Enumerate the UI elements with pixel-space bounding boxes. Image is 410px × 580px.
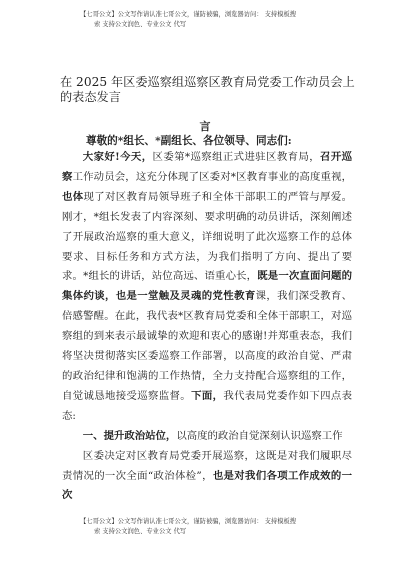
bold-text: 一、提升政治站位，: [82, 429, 177, 442]
body-text: 以高度的政治自觉深刻认识巡察工作: [176, 429, 343, 442]
promo-line: 【七哥公文】公文写作请认准七哥公文，谨防被骗，浏览器访问： 支持模板搜: [80, 518, 297, 525]
document-title: 在 2025 年区委巡察组巡察区教育局党委工作动员会上的表态发言: [60, 75, 355, 104]
body-text: 现了对区教育局领导班子和全体干部职工的严管与厚爱。刚才，*组长发表了内容深刻、要求明确的动员讲话，深刻阐述了开展政治巡察的重大意义，详细说明了此次巡察工作的总体要求、目标任务和方式方法，为我们指明了方向、提出了要求。*组长的讲话，站位高远、语重心长，: [62, 190, 353, 283]
bold-text: 下面，: [191, 389, 224, 402]
body-text: 区委决定对区教育局党委开展巡察，这既是对我们履职尽责情况的一次全面“政治体检”，: [62, 449, 352, 482]
body-text: 工作动员会，这充分体现了区委对*区教育事业的高度重视，: [72, 170, 353, 183]
body-text: 区委第*巡察组正式进驻区教育局，: [152, 151, 321, 163]
paragraph-2: [62, 447, 352, 507]
bold-text: 召开巡察: [62, 151, 353, 183]
promo-line: 索 支持公文润色、专业公文 代写: [94, 528, 187, 535]
body-text: 课，我们深受教育、倍感警醒。在此，我代表*区教育局党委和全体干部职工，对巡察组的到来表示最诚挚的欢迎和衷心的感谢!并郑重表态，我们将坚决贯彻落实区委巡察工作部署，以高度的政治自觉、严肃的政治纪律和饱满的工作热情，全力支持配合巡察组的工作，自觉诚恳地接受巡察监督。: [62, 290, 353, 402]
promo-banner-top: [80, 10, 380, 30]
title-continuation: 言: [199, 120, 211, 133]
bold-text: 也是对我们各项工作成效的一次: [62, 469, 353, 502]
body-text: 我代表局党委作如下四点表态:: [62, 389, 353, 422]
section-heading-1: [62, 427, 352, 447]
promo-line: 索 支持公文润色、专业公文 代写: [94, 21, 187, 28]
promo-line: 【七哥公文】公文写作请认准七哥公文，谨防被骗，浏览器访问： 支持模板搜: [80, 11, 297, 18]
bold-text: 大家好!今天，: [82, 151, 153, 163]
document-body: [62, 148, 352, 506]
salutation: 尊敬的*组长、*副组长、各位领导、同志们:: [86, 135, 292, 147]
promo-banner-bottom: [80, 517, 380, 537]
bold-text: 既是一次直面问题的集体约谈，也是一堂触及灵魂的党性教育: [62, 270, 352, 303]
bold-text: 也体: [62, 190, 84, 203]
paragraph-intro: [62, 148, 352, 427]
